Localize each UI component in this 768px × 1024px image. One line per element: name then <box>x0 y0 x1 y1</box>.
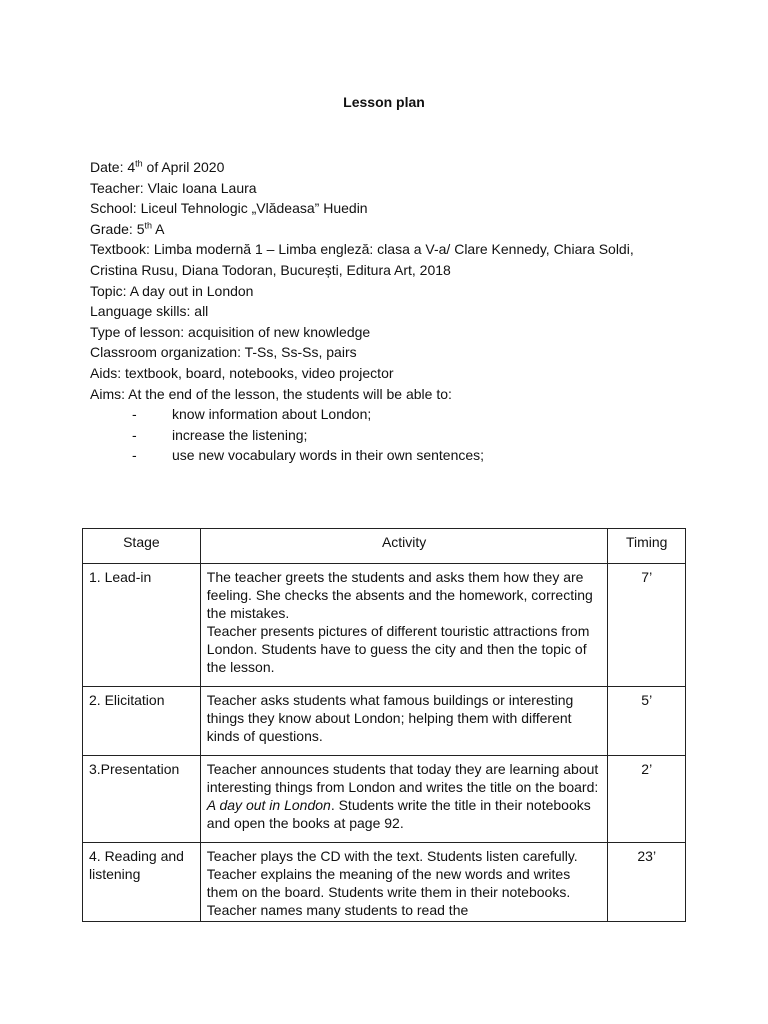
lesson-type-line: Type of lesson: acquisition of new knowledge <box>90 323 371 340</box>
aim-item: - increase the listening; <box>132 426 308 443</box>
document-title: Lesson plan <box>343 94 425 110</box>
table-row <box>83 687 686 756</box>
aims-intro-line: Aims: At the end of the lesson, the students will be able to: <box>90 385 452 402</box>
aim-item: - use new vocabulary words in their own sentences; <box>132 447 485 464</box>
aids-line: Aids: textbook, board, notebooks, video projector <box>90 364 394 381</box>
table-header-row <box>83 529 686 564</box>
organization-line: Classroom organization: T-Ss, Ss-Ss, pairs <box>90 344 357 361</box>
date-line: Date: 4th of April 2020 <box>90 158 225 175</box>
table-row <box>83 756 686 843</box>
header-timing: Timing <box>608 529 686 564</box>
topic-line: Topic: A day out in London <box>90 282 254 299</box>
aim-item: - know information about London; <box>132 406 372 423</box>
stage-cell: 1. Lead-in <box>83 564 201 687</box>
teacher-line: Teacher: Vlaic Ioana Laura <box>90 179 257 196</box>
lesson-info <box>90 157 690 466</box>
header-stage: Stage <box>83 529 201 564</box>
timing-cell: 5’ <box>608 687 686 756</box>
table-row <box>83 843 686 922</box>
textbook-line: Textbook: Limba modernă 1 – Limba engleză: clasa a V-a/ Clare Kennedy, Chiara Soldi, Cristina Rusu, Diana Todoran, București, Editura Art, 2018 <box>90 241 634 278</box>
lesson-table <box>82 528 686 922</box>
timing-cell: 2’ <box>608 756 686 843</box>
timing-cell: 7’ <box>608 564 686 687</box>
grade-line: Grade: 5th A <box>90 220 165 237</box>
stage-cell: 2. Elicitation <box>83 687 201 756</box>
activity-cell: Teacher plays the CD with the text. Students listen carefully. Teacher explains the meaning of the new words and writes them on the board. Students write them in their notebooks. Teacher names many students to read the <box>200 843 608 922</box>
school-line: School: Liceul Tehnologic „Vlădeasa” Huedin <box>90 200 368 217</box>
stage-cell: 4. Reading and listening <box>83 843 201 922</box>
skills-line: Language skills: all <box>90 303 209 320</box>
timing-cell: 23’ <box>608 843 686 922</box>
activity-cell: Teacher asks students what famous buildings or interesting things they know about London; helping them with different kinds of questions. <box>200 687 608 756</box>
activity-cell: The teacher greets the students and asks them how they are feeling. She checks the absents and the homework, correcting the mistakes. Teacher presents pictures of different touristic attractions from London. Students have to guess the city and then the topic of the lesson. <box>200 564 608 687</box>
table-row <box>83 564 686 687</box>
activity-cell: Teacher announces students that today they are learning about interesting things from London and writes the title on the board: A day out in London. Students write the title in their notebooks and open the books at page 92. <box>200 756 608 843</box>
stage-cell: 3.Presentation <box>83 756 201 843</box>
header-activity: Activity <box>200 529 608 564</box>
